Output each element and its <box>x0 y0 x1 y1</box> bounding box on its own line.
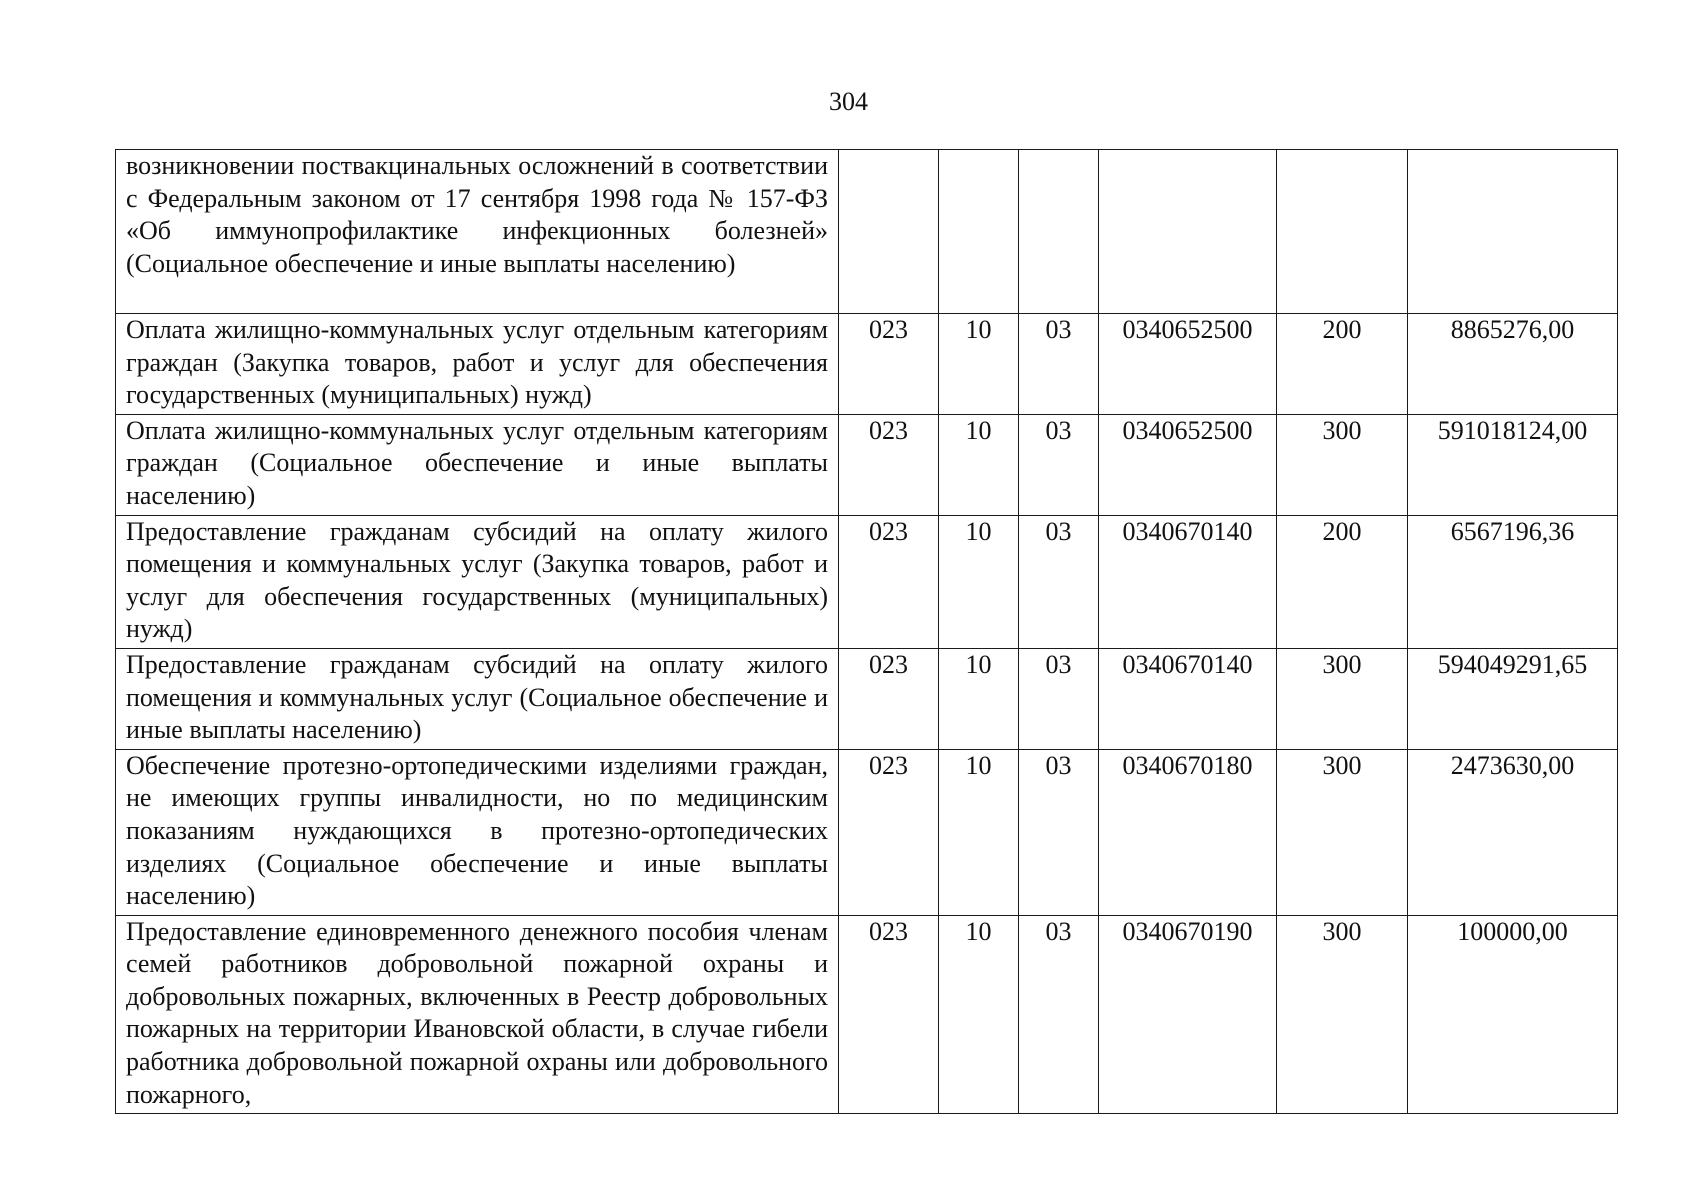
subsection-code: 03 <box>1019 314 1099 415</box>
table-row <box>116 150 1618 314</box>
budget-table <box>115 149 1618 1114</box>
amount: 594049291,65 <box>1408 648 1618 749</box>
expense-type-code <box>1277 150 1408 314</box>
ministry-code: 023 <box>839 915 939 1114</box>
subsection-code: 03 <box>1019 915 1099 1114</box>
section-code: 10 <box>939 515 1019 648</box>
row-description: Оплата жилищно-коммунальных услуг отдельным категориям граждан (Социальное обеспечение и иные выплаты населению) <box>116 414 839 515</box>
table-row <box>116 515 1618 648</box>
section-code <box>939 150 1019 314</box>
ministry-code: 023 <box>839 414 939 515</box>
amount: 100000,00 <box>1408 915 1618 1114</box>
target-article-code: 0340670190 <box>1099 915 1277 1114</box>
target-article-code: 0340670180 <box>1099 749 1277 915</box>
section-code: 10 <box>939 915 1019 1114</box>
target-article-code: 0340652500 <box>1099 314 1277 415</box>
row-description: Обеспечение протезно-ортопедическими изделиями граждан, не имеющих группы инвалидности, но по медицинским показаниям нуждающихся в протезно-ортопедических изделиях (Социальное обеспечение и иные выплаты населению) <box>116 749 839 915</box>
ministry-code: 023 <box>839 749 939 915</box>
ministry-code <box>839 150 939 314</box>
amount <box>1408 150 1618 314</box>
ministry-code: 023 <box>839 314 939 415</box>
row-description: Предоставление гражданам субсидий на оплату жилого помещения и коммунальных услуг (Закупка товаров, работ и услуг для обеспечения государственных (муниципальных) нужд) <box>116 515 839 648</box>
subsection-code: 03 <box>1019 414 1099 515</box>
section-code: 10 <box>939 749 1019 915</box>
section-code: 10 <box>939 648 1019 749</box>
amount: 591018124,00 <box>1408 414 1618 515</box>
subsection-code: 03 <box>1019 648 1099 749</box>
row-description: Оплата жилищно-коммунальных услуг отдельным категориям граждан (Закупка товаров, работ и услуг для обеспечения государственных (муниципальных) нужд) <box>116 314 839 415</box>
table-row <box>116 915 1618 1114</box>
amount: 2473630,00 <box>1408 749 1618 915</box>
section-code: 10 <box>939 314 1019 415</box>
subsection-code: 03 <box>1019 749 1099 915</box>
expense-type-code: 300 <box>1277 414 1408 515</box>
section-code: 10 <box>939 414 1019 515</box>
expense-type-code: 300 <box>1277 648 1408 749</box>
ministry-code: 023 <box>839 515 939 648</box>
page-number: 304 <box>829 87 868 116</box>
row-description: Предоставление единовременного денежного пособия членам семей работников добровольной пожарной охраны и добровольных пожарных, включенных в Реестр добровольных пожарных на территории Ивановской области, в случае гибели работника добровольной пожарной охраны или добровольного пожарного, <box>116 915 839 1114</box>
table-row <box>116 648 1618 749</box>
expense-type-code: 300 <box>1277 749 1408 915</box>
subsection-code <box>1019 150 1099 314</box>
target-article-code: 0340652500 <box>1099 414 1277 515</box>
amount: 8865276,00 <box>1408 314 1618 415</box>
subsection-code: 03 <box>1019 515 1099 648</box>
row-description: Предоставление гражданам субсидий на оплату жилого помещения и коммунальных услуг (Социальное обеспечение и иные выплаты населению) <box>116 648 839 749</box>
expense-type-code: 200 <box>1277 314 1408 415</box>
table-row <box>116 314 1618 415</box>
expense-type-code: 200 <box>1277 515 1408 648</box>
table-row <box>116 749 1618 915</box>
amount: 6567196,36 <box>1408 515 1618 648</box>
ministry-code: 023 <box>839 648 939 749</box>
target-article-code <box>1099 150 1277 314</box>
target-article-code: 0340670140 <box>1099 515 1277 648</box>
row-description: возникновении поствакцинальных осложнений в соответствии с Федеральным законом от 17 сентября 1998 года № 157-ФЗ «Об иммунопрофилактике инфекционных болезней» (Социальное обеспечение и иные выплаты населению) <box>116 150 839 314</box>
table-row <box>116 414 1618 515</box>
target-article-code: 0340670140 <box>1099 648 1277 749</box>
expense-type-code: 300 <box>1277 915 1408 1114</box>
